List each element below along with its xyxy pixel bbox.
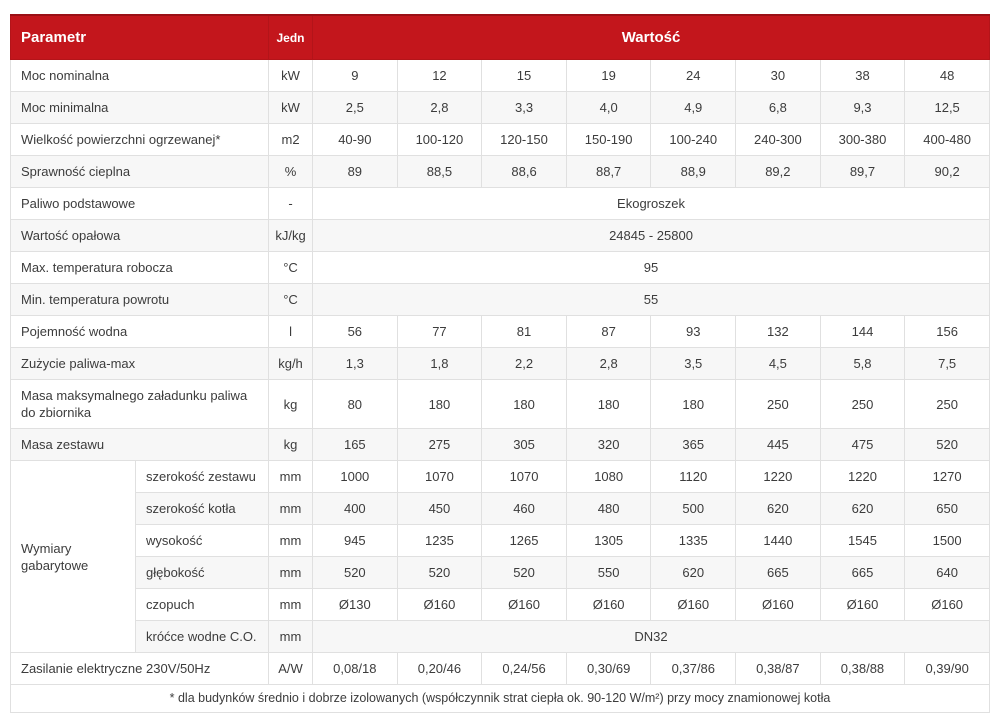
value-cell: 180 [566, 380, 651, 429]
value-cell: Ø130 [313, 589, 398, 621]
value-cell: 3,3 [482, 92, 567, 124]
value-cell: 445 [736, 429, 821, 461]
value-cell: 24 [651, 60, 736, 92]
row-unit: kg/h [269, 348, 313, 380]
value-cell: 250 [736, 380, 821, 429]
row-span-value: 24845 - 25800 [313, 220, 990, 252]
row-sub-label: głębokość [136, 557, 269, 589]
value-cell: 1070 [397, 461, 482, 493]
value-cell: 1235 [397, 525, 482, 557]
row-sub-label: czopuch [136, 589, 269, 621]
value-cell: 1080 [566, 461, 651, 493]
row-unit: m2 [269, 124, 313, 156]
row-span-value: Ekogroszek [313, 188, 990, 220]
value-cell: 400 [313, 493, 398, 525]
header-row [11, 15, 990, 60]
row-unit: kJ/kg [269, 220, 313, 252]
row-unit: °C [269, 284, 313, 316]
row-unit: kg [269, 380, 313, 429]
table-row [11, 124, 990, 156]
table-row [11, 557, 990, 589]
value-cell: 144 [820, 316, 905, 348]
value-cell: 12 [397, 60, 482, 92]
value-cell: 6,8 [736, 92, 821, 124]
table-row [11, 461, 990, 493]
value-cell: 2,5 [313, 92, 398, 124]
row-unit: kW [269, 60, 313, 92]
row-unit: mm [269, 493, 313, 525]
value-cell: 156 [905, 316, 990, 348]
row-unit: mm [269, 525, 313, 557]
row-label: Pojemność wodna [11, 316, 269, 348]
value-cell: 0,30/69 [566, 653, 651, 685]
value-cell: 180 [397, 380, 482, 429]
value-cell: 87 [566, 316, 651, 348]
value-cell: Ø160 [482, 589, 567, 621]
value-cell: 305 [482, 429, 567, 461]
row-unit: A/W [269, 653, 313, 685]
value-cell: 1545 [820, 525, 905, 557]
row-label: Moc nominalna [11, 60, 269, 92]
table-row [11, 252, 990, 284]
value-cell: 0,37/86 [651, 653, 736, 685]
row-label: Moc minimalna [11, 92, 269, 124]
value-cell: 1,3 [313, 348, 398, 380]
row-unit: mm [269, 589, 313, 621]
value-cell: 4,9 [651, 92, 736, 124]
value-cell: 9,3 [820, 92, 905, 124]
value-cell: 5,8 [820, 348, 905, 380]
value-cell: 40-90 [313, 124, 398, 156]
value-cell: 665 [736, 557, 821, 589]
row-unit: % [269, 156, 313, 188]
value-cell: 475 [820, 429, 905, 461]
value-cell: Ø160 [905, 589, 990, 621]
value-cell: 19 [566, 60, 651, 92]
value-cell: 1,8 [397, 348, 482, 380]
value-cell: 4,0 [566, 92, 651, 124]
value-cell: 0,38/88 [820, 653, 905, 685]
table-row [11, 621, 990, 653]
value-cell: 100-240 [651, 124, 736, 156]
value-cell: 2,2 [482, 348, 567, 380]
value-cell: 30 [736, 60, 821, 92]
row-label: Masa maksymalnego załadunku paliwa do zbiornika [11, 380, 269, 429]
table-row [11, 92, 990, 124]
value-cell: Ø160 [397, 589, 482, 621]
row-group-label: Wymiary gabarytowe [11, 461, 136, 653]
value-cell: 9 [313, 60, 398, 92]
value-cell: 1270 [905, 461, 990, 493]
value-cell: 0,38/87 [736, 653, 821, 685]
value-cell: 620 [820, 493, 905, 525]
value-cell: 520 [313, 557, 398, 589]
table-row [11, 60, 990, 92]
row-unit: - [269, 188, 313, 220]
table-row [11, 284, 990, 316]
row-label: Zasilanie elektryczne 230V/50Hz [11, 653, 269, 685]
value-cell: 89,7 [820, 156, 905, 188]
value-cell: 88,6 [482, 156, 567, 188]
value-cell: 460 [482, 493, 567, 525]
value-cell: 250 [820, 380, 905, 429]
value-cell: Ø160 [566, 589, 651, 621]
row-sub-label: wysokość [136, 525, 269, 557]
spec-table [10, 14, 990, 685]
row-unit: mm [269, 621, 313, 653]
value-cell: 1220 [820, 461, 905, 493]
value-cell: 165 [313, 429, 398, 461]
row-label: Zużycie paliwa-max [11, 348, 269, 380]
column-header-wartosc: Wartość [313, 15, 990, 60]
value-cell: 180 [651, 380, 736, 429]
table-row [11, 429, 990, 461]
table-row [11, 348, 990, 380]
value-cell: 240-300 [736, 124, 821, 156]
value-cell: 1305 [566, 525, 651, 557]
row-unit: kg [269, 429, 313, 461]
row-sub-label: szerokość zestawu [136, 461, 269, 493]
value-cell: 1220 [736, 461, 821, 493]
value-cell: 1500 [905, 525, 990, 557]
table-row [11, 316, 990, 348]
value-cell: 88,5 [397, 156, 482, 188]
value-cell: 250 [905, 380, 990, 429]
value-cell: 93 [651, 316, 736, 348]
value-cell: 640 [905, 557, 990, 589]
value-cell: 38 [820, 60, 905, 92]
value-cell: 1120 [651, 461, 736, 493]
value-cell: 0,24/56 [482, 653, 567, 685]
value-cell: 88,9 [651, 156, 736, 188]
value-cell: 100-120 [397, 124, 482, 156]
value-cell: 132 [736, 316, 821, 348]
value-cell: 520 [397, 557, 482, 589]
value-cell: 80 [313, 380, 398, 429]
table-row [11, 220, 990, 252]
value-cell: 520 [482, 557, 567, 589]
value-cell: 1440 [736, 525, 821, 557]
row-unit: kW [269, 92, 313, 124]
value-cell: 480 [566, 493, 651, 525]
row-label: Max. temperatura robocza [11, 252, 269, 284]
row-label: Paliwo podstawowe [11, 188, 269, 220]
value-cell: 620 [651, 557, 736, 589]
value-cell: 550 [566, 557, 651, 589]
row-span-value: 95 [313, 252, 990, 284]
value-cell: 620 [736, 493, 821, 525]
value-cell: 275 [397, 429, 482, 461]
value-cell: 48 [905, 60, 990, 92]
value-cell: 89 [313, 156, 398, 188]
column-header-jedn: Jedn [269, 15, 313, 60]
column-header-parametr: Parametr [11, 15, 269, 60]
value-cell: 0,20/46 [397, 653, 482, 685]
value-cell: 88,7 [566, 156, 651, 188]
value-cell: 12,5 [905, 92, 990, 124]
table-row [11, 653, 990, 685]
row-span-value: 55 [313, 284, 990, 316]
table-row [11, 589, 990, 621]
value-cell: 120-150 [482, 124, 567, 156]
value-cell: 89,2 [736, 156, 821, 188]
value-cell: Ø160 [651, 589, 736, 621]
table-row [11, 493, 990, 525]
value-cell: 945 [313, 525, 398, 557]
spec-table-header [11, 15, 990, 60]
row-label: Masa zestawu [11, 429, 269, 461]
spec-table-body [11, 60, 990, 685]
value-cell: 1070 [482, 461, 567, 493]
value-cell: Ø160 [820, 589, 905, 621]
value-cell: 650 [905, 493, 990, 525]
value-cell: 56 [313, 316, 398, 348]
value-cell: 15 [482, 60, 567, 92]
row-label: Wielkość powierzchni ogrzewanej* [11, 124, 269, 156]
row-unit: l [269, 316, 313, 348]
value-cell: 500 [651, 493, 736, 525]
value-cell: 300-380 [820, 124, 905, 156]
table-row [11, 525, 990, 557]
table-row [11, 380, 990, 429]
value-cell: 1265 [482, 525, 567, 557]
row-label: Wartość opałowa [11, 220, 269, 252]
row-sub-label: króćce wodne C.O. [136, 621, 269, 653]
value-cell: 2,8 [566, 348, 651, 380]
value-cell: 365 [651, 429, 736, 461]
value-cell: 520 [905, 429, 990, 461]
value-cell: 0,08/18 [313, 653, 398, 685]
value-cell: 0,39/90 [905, 653, 990, 685]
value-cell: 450 [397, 493, 482, 525]
value-cell: 180 [482, 380, 567, 429]
value-cell: 400-480 [905, 124, 990, 156]
value-cell: 81 [482, 316, 567, 348]
value-cell: 665 [820, 557, 905, 589]
row-unit: mm [269, 461, 313, 493]
table-row [11, 188, 990, 220]
value-cell: 150-190 [566, 124, 651, 156]
row-label: Min. temperatura powrotu [11, 284, 269, 316]
value-cell: 7,5 [905, 348, 990, 380]
row-sub-label: szerokość kotła [136, 493, 269, 525]
value-cell: Ø160 [736, 589, 821, 621]
value-cell: 90,2 [905, 156, 990, 188]
value-cell: 4,5 [736, 348, 821, 380]
row-label: Sprawność cieplna [11, 156, 269, 188]
row-unit: mm [269, 557, 313, 589]
value-cell: 3,5 [651, 348, 736, 380]
row-span-value: DN32 [313, 621, 990, 653]
row-unit: °C [269, 252, 313, 284]
value-cell: 77 [397, 316, 482, 348]
table-row [11, 156, 990, 188]
table-footnote: * dla budynków średnio i dobrze izolowanych (współczynnik strat ciepła ok. 90-120 W/m²) przy mocy znamionowej kotła [10, 685, 990, 713]
value-cell: 1000 [313, 461, 398, 493]
value-cell: 2,8 [397, 92, 482, 124]
value-cell: 320 [566, 429, 651, 461]
value-cell: 1335 [651, 525, 736, 557]
